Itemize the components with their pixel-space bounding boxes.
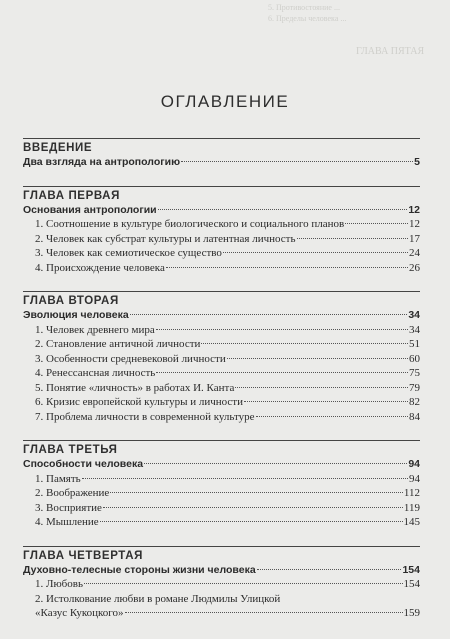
page-number: 12 (408, 203, 420, 216)
entry-text: 4. Происхождение человека (35, 261, 165, 274)
page-number: 5 (414, 156, 420, 168)
toc-entry-line2 (23, 606, 420, 621)
toc-entry (23, 261, 420, 276)
entry-text: 4. Ренессансная личность (35, 367, 156, 379)
chapter-heading: ВВЕДЕНИЕ (23, 138, 420, 155)
show-through-heading: ГЛАВА ПЯТАЯ (356, 46, 425, 57)
toc-main-entry (23, 203, 420, 218)
toc-entry (23, 472, 420, 487)
entry-text: 1. Соотношение в культуре биологического и социального планов (35, 218, 345, 230)
show-through-text: 5. Противостояние ... 6. Пределы человека ... (268, 3, 347, 23)
dot-leader (257, 569, 402, 570)
dot-leader (345, 223, 408, 224)
entry-text: 1. Любовь (35, 578, 83, 590)
toc-chapter-3 (23, 440, 420, 530)
toc-entry (23, 486, 420, 501)
page-number: 154 (403, 578, 420, 590)
toc-entry (23, 337, 420, 352)
entry-text: 2. Становление античной личности (35, 338, 201, 350)
entry-text: 7. Проблема личности в современной культуре (35, 410, 255, 423)
toc-chapter-1 (23, 186, 420, 276)
page-number: 34 (408, 309, 420, 321)
toc-main-entry (23, 308, 420, 323)
entry-text: 6. Кризис европейской культуры и личности (35, 396, 244, 408)
chapter-heading: ГЛАВА ВТОРАЯ (23, 291, 420, 308)
entry-text: 1. Память (35, 472, 81, 485)
dot-leader (156, 372, 408, 373)
dot-leader (223, 252, 408, 253)
dot-leader (235, 387, 408, 388)
page-number: 75 (409, 367, 420, 379)
toc-main-entry (23, 457, 420, 472)
toc-entry (23, 410, 420, 425)
entry-text: 2. Воображение (35, 487, 110, 499)
dot-leader (100, 521, 403, 522)
entry-text: 3. Особенности средневековой личности (35, 352, 226, 365)
chapter-heading: ГЛАВА ЧЕТВЕРТАЯ (23, 546, 420, 563)
page-title: ОГЛАВЛЕНИЕ (160, 92, 290, 111)
page-number: 159 (403, 607, 420, 619)
page-number: 34 (409, 323, 420, 336)
toc-entry (23, 501, 420, 516)
dot-leader (201, 343, 408, 344)
dot-leader (110, 492, 403, 493)
page-number: 145 (403, 516, 420, 528)
page-number: 94 (409, 472, 420, 485)
dot-leader (227, 358, 408, 359)
toc-chapter-4 (23, 546, 420, 621)
page-number: 51 (409, 338, 420, 350)
dot-leader (244, 401, 408, 402)
page-number: 12 (409, 218, 420, 230)
entry-text: Эволюция человека (23, 309, 129, 321)
page-number: 24 (409, 247, 420, 259)
page-number: 17 (409, 232, 420, 245)
chapter-heading: ГЛАВА ТРЕТЬЯ (23, 440, 420, 457)
entry-text: 3. Человек как семиотическое существо (35, 247, 222, 259)
entry-text: Основания антропологии (23, 203, 157, 216)
dot-leader (297, 238, 408, 239)
table-of-contents (23, 138, 420, 637)
page-number: 94 (408, 458, 420, 470)
toc-entry (23, 381, 420, 396)
page-number: 112 (403, 487, 420, 499)
entry-text: 2. Истолкование любви в романе Людмилы Улицкой (35, 592, 281, 605)
toc-main-entry (23, 155, 420, 170)
entry-text: 4. Мышление (35, 516, 99, 528)
dot-leader (158, 209, 408, 210)
entry-text: Способности человека (23, 458, 144, 470)
toc-entry (23, 366, 420, 381)
entry-text: 2. Человек как субстрат культуры и латентная личность (35, 232, 296, 245)
toc-main-entry (23, 563, 420, 578)
toc-entry-line1 (23, 592, 420, 607)
entry-text: 1. Человек древнего мира (35, 323, 155, 336)
page-number: 79 (409, 381, 420, 394)
entry-text: 5. Понятие «личность» в работах И. Канта (35, 381, 235, 394)
chapter-heading: ГЛАВА ПЕРВАЯ (23, 186, 420, 203)
dot-leader (130, 314, 408, 315)
page-number: 154 (402, 563, 420, 576)
page-number: 60 (409, 352, 420, 365)
entry-text: 3. Восприятие (35, 501, 102, 514)
toc-entry (23, 217, 420, 232)
toc-entry (23, 515, 420, 530)
page-number: 82 (409, 396, 420, 408)
dot-leader (156, 329, 408, 330)
page-number: 26 (409, 261, 420, 274)
entry-text: Два взгляда на антропологию (23, 156, 181, 168)
toc-entry (23, 395, 420, 410)
page-number: 119 (403, 501, 420, 514)
dot-leader (82, 478, 408, 479)
page-number: 84 (409, 410, 420, 423)
dot-leader (181, 161, 413, 162)
dot-leader (103, 507, 403, 508)
toc-entry (23, 246, 420, 261)
dot-leader (84, 583, 403, 584)
toc-intro (23, 138, 420, 170)
dot-leader (166, 267, 408, 268)
toc-chapter-2 (23, 291, 420, 424)
toc-entry (23, 352, 420, 367)
entry-text: Духовно-телесные стороны жизни человека (23, 563, 256, 576)
dot-leader (256, 416, 408, 417)
entry-text: «Казус Кукоцкого» (35, 607, 124, 619)
dot-leader (125, 612, 403, 613)
toc-entry (23, 323, 420, 338)
toc-entry (23, 232, 420, 247)
dot-leader (144, 463, 407, 464)
toc-entry (23, 577, 420, 592)
